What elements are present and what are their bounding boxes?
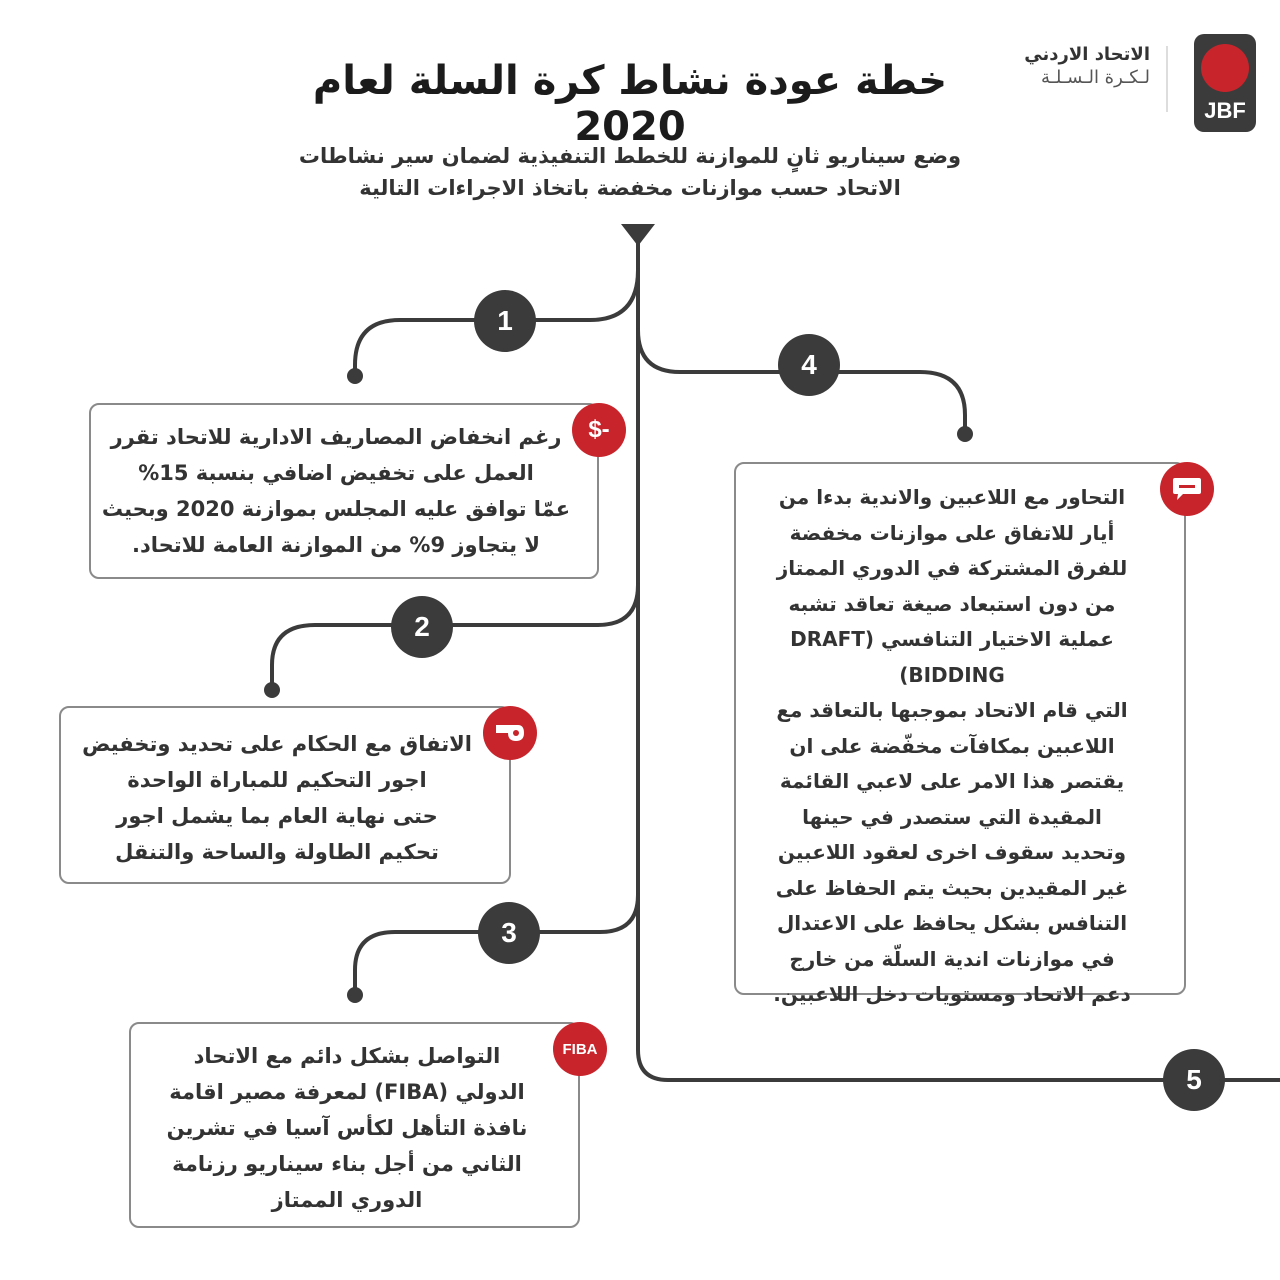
chat-icon <box>1160 462 1214 516</box>
card-line: الدولي (FIBA) لمعرفة مصير اقامة <box>169 1080 525 1104</box>
header-divider <box>1166 46 1168 112</box>
card-line: رغم انخفاض المصاريف الادارية للاتحاد تقرر <box>110 425 562 449</box>
start-triangle-icon <box>621 224 655 246</box>
card-line: غير المقيدين بحيث يتم الحفاظ على <box>775 875 1129 900</box>
card-line: التحاور مع اللاعبين والاندية بدءا من <box>778 485 1126 509</box>
card-line: من دون استبعاد صيغة تعاقد تشبه <box>788 591 1116 616</box>
card-line: نافذة التأهل لكأس آسيا في تشرين <box>166 1116 528 1140</box>
jbf-logo <box>1194 34 1256 132</box>
intro-text <box>290 140 970 204</box>
card-line: الدوري الممتاز <box>271 1188 423 1212</box>
intro-line: وضع سيناريو ثانٍ للموازنة للخطط التنفيذية لضمان سير نشاطات <box>298 144 962 168</box>
branch-dot <box>347 987 363 1003</box>
fiba-icon: FIBA <box>553 1022 607 1076</box>
card-line: العمل على تخفيض اضافي بنسبة 15% <box>138 461 534 485</box>
card-line: عملية الاختيار التنافسي (DRAFT BIDDING) <box>790 627 1114 687</box>
branch-dot <box>347 368 363 384</box>
card-line: التنافس بشكل يحافظ على الاعتدال <box>776 911 1128 935</box>
intro-line: الاتحاد حسب موازنات مخفضة باتخاذ الاجراءات التالية <box>359 176 901 200</box>
step-number-1: 1 <box>474 290 536 352</box>
card-line: عمّا توافق عليه المجلس بموازنة 2020 وبحيث <box>101 497 571 521</box>
card-line: اللاعبين بمكافآت مخفّضة على ان <box>789 733 1115 758</box>
chat-glyph <box>1171 476 1203 502</box>
card-line: دعم الاتحاد ومستويات دخل اللاعبين. <box>773 982 1131 1006</box>
card-line: للفرق المشتركة في الدوري الممتاز <box>776 556 1128 580</box>
card-line: وتحديد سقوف اخرى لعقود اللاعبين <box>777 840 1127 864</box>
step-number-5: 5 <box>1163 1049 1225 1111</box>
step-card-3 <box>129 1022 580 1228</box>
dollar-minus-icon: $- <box>572 403 626 457</box>
branch-dot <box>957 426 973 442</box>
logo-text: JBF <box>1204 98 1246 123</box>
card-line: الثاني من أجل بناء سيناريو رزنامة <box>172 1152 522 1176</box>
card-line: التواصل بشكل دائم مع الاتحاد <box>193 1044 501 1068</box>
whistle-glyph <box>494 721 526 745</box>
basketball-icon <box>1201 44 1249 92</box>
card-line: المقيدة التي ستصدر في حينها <box>802 804 1102 829</box>
branch-dot <box>264 682 280 698</box>
card-line: التي قام الاتحاد بموجبها بالتعاقد مع <box>776 698 1128 722</box>
step-card-1 <box>89 403 599 579</box>
card-line: الاتفاق مع الحكام على تحديد وتخفيض <box>82 732 472 756</box>
step-number-4: 4 <box>778 334 840 396</box>
card-line: في موازنات اندية السلّة من خارج <box>789 946 1115 971</box>
card-line: اجور التحكيم للمباراة الواحدة <box>127 768 427 792</box>
step-card-4 <box>734 462 1186 1006</box>
whistle-icon <box>483 706 537 760</box>
card-line: يقتصر هذا الامر على لاعبي القائمة <box>779 769 1125 793</box>
card-line: أيار للاتفاق على موازنات مخفضة <box>789 520 1115 545</box>
page-title: خطة عودة نشاط كرة السلة لعام 2020 <box>312 58 948 150</box>
card-line: تحكيم الطاولة والساحة والتنقل <box>115 840 439 864</box>
step-number-3: 3 <box>478 902 540 964</box>
org-name: الاتحاد الاردني <box>1024 44 1150 65</box>
step-card-2 <box>59 706 511 884</box>
card-line: لا يتجاوز 9% من الموازنة العامة للاتحاد. <box>132 533 540 557</box>
step-number-2: 2 <box>391 596 453 658</box>
card-line: حتى نهاية العام بما يشمل اجور <box>116 804 438 828</box>
org-subtitle: لـكـرة الـسـلـة <box>1040 67 1150 88</box>
